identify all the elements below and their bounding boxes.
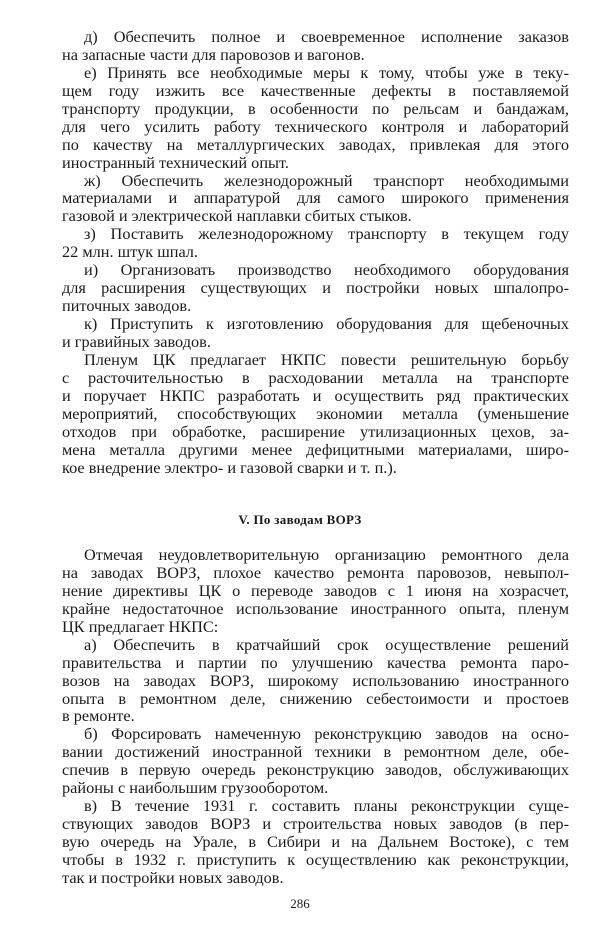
text-line: а) Обеспечить в кратчайший срок осуществление решений — [84, 634, 569, 654]
text-line: вании достижений иностранной техники в ремонтном деле, обе- — [62, 742, 569, 762]
text-line: по качеству на металлургических заводах, привлекая для этого — [62, 134, 569, 154]
text-line: с расточительностью в расходовании металла на транспорте — [62, 367, 569, 387]
paragraph — [62, 172, 569, 226]
text-line: кое внедрение электро- и газовой сварки и т. п.). — [62, 457, 397, 477]
paragraph — [62, 351, 569, 477]
text-line: мена металла другими менее дефицитными материалами, широ- — [62, 439, 569, 459]
text-line: транспорту продукции, в особенности по рельсам и бандажам, — [62, 98, 569, 118]
paragraph — [62, 636, 569, 726]
text-line: правительства и партии по улучшению качества ремонта паро- — [62, 652, 569, 672]
text-line: к) Приступить к изготовлению оборудования для щебеночных — [84, 314, 569, 333]
paragraph — [62, 315, 569, 351]
paragraph — [62, 261, 569, 315]
text-line: е) Принять все необходимые меры к тому, чтобы уже в теку- — [84, 62, 569, 82]
text-line: ж) Обеспечить железнодорожный транспорт необходимыми — [84, 170, 569, 190]
section-body-2 — [62, 546, 569, 887]
text-line: районы с наибольшим грузооборотом. — [62, 778, 329, 798]
text-line: Пленум ЦК предлагает НКПС повести решительную борьбу — [84, 349, 569, 369]
text-line: и гравийных заводов. — [62, 331, 211, 351]
text-line: возов на заводах ВОРЗ, широкому использованию иностранного — [62, 670, 569, 690]
text-line: з) Поставить железнодорожному транспорту в текущем году — [84, 224, 569, 244]
text-line: так и постройки новых заводов. — [62, 867, 284, 887]
text-line: в) В течение 1931 г. составить планы реконструкции суще- — [84, 796, 569, 816]
text-line: для расширения существующих и постройки новых шпалопро- — [62, 278, 569, 298]
text-line: газовой и электрической наплавки сбитых стыков. — [62, 206, 412, 226]
text-line: на заводах ВОРЗ, плохое качество ремонта паровозов, невыпол- — [62, 562, 569, 582]
text-line: иностранный технический опыт. — [62, 152, 289, 172]
text-line: б) Форсировать намеченную реконструкцию заводов на осно- — [84, 724, 569, 744]
text-line: мероприятий, способствующих экономии металла (уменьшение — [62, 403, 569, 423]
text-line: ствующих заводов ВОРЗ и строительства новых заводов (в пер- — [62, 814, 569, 834]
text-line: 22 млн. штук шпал. — [62, 242, 199, 262]
text-line: для чего усилить работу технического контроля и лабораторий — [62, 116, 569, 136]
paragraph — [62, 725, 569, 797]
text-line: ЦК предлагает НКПС: — [62, 616, 219, 636]
text-line: щем году изжить все качественные дефекты в поставляемой — [62, 80, 569, 100]
text-line: д) Обеспечить полное и своевременное исполнение заказов — [84, 27, 569, 46]
text-line: питочных заводов. — [62, 296, 192, 316]
text-line: опыта в ремонтном деле, снижению себестоимости и простоев — [62, 688, 569, 708]
text-line: Отмечая неудовлетворительную организацию ремонтного дела — [84, 545, 569, 564]
text-line: отходов при обработке, расширение утилизационных цехов, за- — [62, 421, 569, 441]
text-line: вую очередь на Урале, в Сибири и на Дальнем Востоке), с тем — [62, 832, 569, 851]
text-line: и поручает НКПС разработать и осуществить ряд практических — [62, 385, 569, 405]
paragraph — [62, 546, 569, 636]
text-line: чтобы в 1932 г. приступить к осуществлению как реконструкции, — [62, 849, 569, 869]
text-line: материалами и аппаратурой для самого широкого применения — [62, 188, 569, 208]
paragraph — [62, 64, 569, 172]
text-line: на запасные части для паровозов и вагонов. — [62, 44, 365, 64]
text-line: в ремонте. — [62, 706, 135, 726]
paragraph — [62, 797, 569, 887]
paragraph — [62, 225, 569, 261]
page-number: 286 — [290, 896, 310, 911]
text-line: нение директивы ЦК о переводе заводов с 1 июня на хозрасчет, — [62, 580, 569, 600]
paragraph — [62, 28, 569, 64]
text-line: и) Организовать производство необходимого оборудования — [84, 260, 569, 280]
section-body-1 — [62, 28, 569, 476]
text-line: крайне недостаточное использование иностранного опыта, пленум — [62, 598, 569, 618]
section-heading: V. По заводам ВОРЗ — [238, 512, 362, 527]
text-line: спечив в первую очередь реконструкцию заводов, обслуживающих — [62, 760, 569, 780]
